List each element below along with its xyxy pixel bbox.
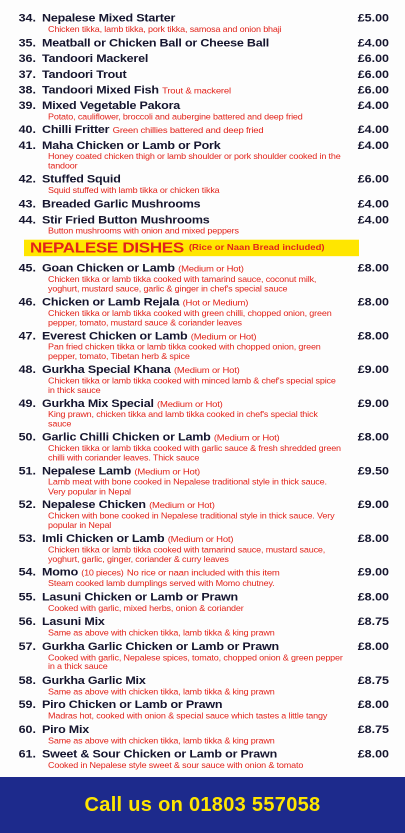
item-price: £4.00 [357, 123, 389, 136]
item-name-row [42, 124, 405, 136]
item-number: 46. [18, 295, 36, 309]
nepalese-dishes-list [0, 262, 405, 770]
item-inline-note: (Medium or Hot) [149, 501, 215, 511]
menu-item-line [0, 640, 405, 653]
menu-item-line [0, 699, 405, 712]
footer-bar [0, 777, 405, 833]
menu-item-line [0, 37, 405, 50]
item-name: Imli Chicken or Lamb [42, 532, 165, 545]
item-number: 34. [18, 12, 36, 25]
item-name: Lasuni Chicken or Lamb or Prawn [42, 590, 238, 603]
item-number: 39. [18, 99, 36, 112]
menu-item-line [0, 68, 405, 81]
item-inline-note: Trout & mackerel [162, 86, 231, 96]
item-name-row [42, 591, 405, 603]
menu-item-line [0, 198, 405, 211]
item-name: Stir Fried Button Mushrooms [42, 213, 210, 226]
item-description: Chicken tikka or lamb tikka cooked with green chilli, chopped onion, green pepper, tomato, mustard sauce & coriander leaves [48, 308, 332, 327]
item-price: £8.00 [357, 295, 389, 309]
item-price: £8.00 [357, 532, 389, 545]
item-name-row [42, 364, 405, 376]
item-inline-note: Green chillies battered and deep fried [112, 126, 264, 136]
menu-item [0, 723, 405, 745]
item-name: Mixed Vegetable Pakora [42, 99, 181, 112]
item-price: £8.00 [357, 590, 389, 603]
menu-item-line [0, 431, 405, 444]
menu-item [0, 124, 405, 137]
item-price: £4.00 [357, 213, 389, 226]
item-description: Chicken tikka or lamb tikka cooked with tamarind sauce, mustard sauce, yoghurt, garlic, ginger, coriander & curry leaves [48, 545, 326, 564]
menu-item-line [0, 262, 405, 275]
menu-item-line [0, 566, 405, 579]
item-name-row [42, 699, 405, 711]
menu-item [0, 674, 405, 696]
menu-list [0, 12, 405, 773]
item-price: £8.00 [357, 640, 389, 653]
item-number: 58. [18, 673, 36, 687]
item-number: 42. [18, 173, 36, 186]
item-name: Gurkha Garlic Mix [42, 673, 146, 687]
menu-item-line [0, 124, 405, 137]
menu-item [0, 173, 405, 195]
item-name-row [42, 173, 405, 185]
item-name: Meatball or Chicken Ball or Cheese Ball [42, 36, 269, 49]
item-name: Gurkha Mix Special [42, 397, 154, 410]
item-price: £6.00 [357, 52, 389, 65]
item-number: 37. [18, 67, 36, 80]
item-name: Breaded Garlic Mushrooms [42, 197, 201, 210]
item-name: Nepalese Mixed Starter [42, 12, 176, 25]
item-number: 57. [18, 640, 36, 653]
item-price: £8.00 [357, 329, 389, 342]
item-number: 50. [18, 431, 36, 444]
item-name: Goan Chicken or Lamb [42, 262, 175, 275]
item-name: Gurkha Garlic Chicken or Lamb or Prawn [42, 640, 279, 653]
menu-item [0, 68, 405, 81]
menu-item [0, 52, 405, 65]
menu-item [0, 615, 405, 637]
item-price: £4.00 [357, 139, 389, 152]
item-name: Momo [42, 566, 78, 579]
item-name-row [42, 615, 405, 627]
menu-item-line [0, 99, 405, 112]
starters-list [0, 12, 405, 235]
menu-item-line [0, 330, 405, 343]
item-name: Maha Chicken or Lamb or Pork [42, 139, 221, 152]
item-price: £9.00 [357, 498, 389, 511]
menu-item [0, 591, 405, 613]
item-description: Squid stuffed with lamb tikka or chicken tikka [48, 186, 220, 195]
menu-item-line [0, 296, 405, 309]
item-description: Honey coated chicken thigh or lamb shoulder or pork shoulder cooked in the tandoor [48, 152, 341, 171]
item-name: Garlic Chilli Chicken or Lamb [42, 431, 211, 444]
item-name-row [42, 566, 405, 578]
item-price: £5.00 [357, 12, 389, 25]
item-name-row [42, 748, 405, 760]
item-price: £9.00 [357, 566, 389, 579]
menu-item [0, 139, 405, 170]
item-name-row [42, 68, 405, 80]
menu-item [0, 499, 405, 530]
item-name-row [42, 431, 405, 443]
item-number: 51. [18, 464, 36, 477]
item-number: 41. [18, 139, 36, 152]
item-name: Tandoori Mixed Fish [42, 83, 159, 96]
menu-item-line [0, 748, 405, 761]
item-name: Chilli Fritter [42, 123, 110, 136]
item-number: 47. [18, 329, 36, 342]
item-price: £6.00 [357, 173, 389, 186]
item-price: £9.00 [357, 397, 389, 410]
item-inline-note: No rice or naan included with this item [126, 568, 280, 579]
item-name-row [42, 213, 405, 225]
item-name: Tandoori Trout [42, 67, 127, 80]
item-name-row [42, 674, 405, 686]
item-number: 54. [18, 566, 36, 579]
item-description: Chicken tikka or lamb tikka cooked with tamarind sauce, coconut milk, yoghurt, mustard sauce, garlic & ginger in chef's special sauce [48, 275, 317, 293]
item-name-row [42, 52, 405, 64]
item-price: £8.75 [357, 673, 389, 687]
item-name-row [42, 139, 405, 151]
item-inline-note: (Medium or Hot) [190, 332, 257, 342]
item-name: Nepalese Chicken [42, 498, 146, 511]
menu-item-line [0, 173, 405, 186]
menu-item [0, 262, 405, 293]
item-number: 59. [18, 698, 36, 711]
menu-item [0, 699, 405, 721]
item-inline-note: (Hot or Medium) [182, 298, 249, 309]
item-name: Gurkha Special Khana [42, 363, 171, 376]
item-price: £4.00 [357, 36, 389, 49]
menu-item [0, 640, 405, 671]
menu-item [0, 83, 405, 96]
menu-item-line [0, 83, 405, 96]
item-description: King prawn, chicken tikka and lamb tikka cooked in chef's special thick sauce [48, 410, 318, 429]
item-number: 43. [18, 197, 36, 210]
item-name-row [42, 296, 405, 308]
phone-number[interactable]: Call us on 01803 557058 [84, 793, 321, 816]
menu-item-line [0, 615, 405, 628]
menu-item-line [0, 499, 405, 512]
item-price: £8.75 [357, 615, 389, 628]
menu-item [0, 296, 405, 327]
section-note: (Rice or Naan Bread included) [188, 243, 325, 253]
item-number: 40. [18, 123, 36, 136]
menu-item [0, 397, 405, 428]
section-title: NEPALESE DISHES [30, 239, 184, 256]
item-name: Piro Chicken or Lamb or Prawn [42, 698, 223, 711]
item-number: 53. [18, 532, 36, 545]
item-inline-note: (Medium or Hot) [178, 264, 244, 275]
item-price: £8.00 [357, 262, 389, 275]
item-name-row [42, 465, 405, 477]
item-inline-note: (Medium or Hot) [173, 366, 240, 376]
menu-item-line [0, 674, 405, 687]
item-inline-note: (Medium or Hot) [134, 467, 201, 477]
item-name: Tandoori Mackerel [42, 52, 149, 65]
item-name-row [42, 499, 405, 511]
item-inline-note: (Medium or Hot) [213, 433, 280, 444]
item-number: 48. [18, 363, 36, 376]
item-description: Pan fried chicken tikka or lamb tikka cooked with chopped onion, green pepper, tomato, Tibetan herb & spice [48, 342, 321, 361]
item-price: £6.00 [357, 67, 389, 80]
menu-item [0, 330, 405, 361]
item-name: Stuffed Squid [42, 173, 121, 186]
item-number: 56. [18, 615, 36, 628]
item-inline-note: (Medium or Hot) [167, 534, 234, 545]
item-description: Lamb meat with bone cooked in Nepalese traditional style in thick sauce. Very popular in Nepal [48, 477, 327, 496]
item-name-row [42, 262, 405, 274]
menu-item-line [0, 397, 405, 410]
item-inline-note: (Medium or Hot) [157, 399, 223, 410]
menu-item-line [0, 364, 405, 377]
menu-item [0, 37, 405, 50]
item-price: £4.00 [357, 197, 389, 210]
menu-item-line [0, 465, 405, 478]
menu-item [0, 532, 405, 563]
item-description: Same as above with chicken tikka, lamb tikka & king prawn [48, 628, 275, 638]
menu-item-line [0, 591, 405, 604]
menu-item [0, 748, 405, 770]
item-description: Same as above with chicken tikka, lamb tikka & king prawn [48, 736, 275, 745]
item-price: £4.00 [357, 99, 389, 112]
item-number: 61. [18, 747, 36, 761]
item-description: Cooked with garlic, Nepalese spices, tomato, chopped onion & green pepper in a thick sauce [48, 653, 343, 671]
menu-item [0, 364, 405, 395]
item-description: Button mushrooms with onion and mixed peppers [48, 226, 239, 235]
menu-item [0, 465, 405, 496]
item-number: 35. [18, 36, 36, 49]
item-name: Nepalese Lamb [42, 464, 132, 477]
item-description: Cooked with garlic, mixed herbs, onion & coriander [48, 603, 244, 613]
menu-item [0, 99, 405, 121]
section-header [24, 240, 359, 256]
item-price: £9.50 [357, 464, 389, 477]
item-price: £8.00 [357, 747, 389, 761]
menu-item [0, 566, 405, 588]
item-name: Chicken or Lamb Rejala [42, 295, 180, 309]
menu-item-line [0, 532, 405, 545]
menu-item [0, 213, 405, 235]
item-name: Lasuni Mix [42, 615, 105, 628]
item-name-row [42, 12, 405, 24]
item-number: 36. [18, 52, 36, 65]
item-number: 49. [18, 397, 36, 410]
item-number: 52. [18, 498, 36, 511]
item-number: 44. [18, 213, 36, 226]
menu-item-line [0, 52, 405, 65]
menu-item-line [0, 213, 405, 226]
item-name-row [42, 83, 405, 95]
item-description: Chicken tikka or lamb tikka cooked with garlic sauce & fresh shredded green chilli with coriander leaves. Thick sauce [48, 444, 341, 462]
menu-item-line [0, 723, 405, 736]
item-price: £8.00 [357, 698, 389, 711]
item-name-row [42, 330, 405, 342]
item-description: Madras hot, cooked with onion & special sauce which tastes a little tangy [48, 711, 328, 721]
item-number: 60. [18, 723, 36, 736]
menu-item [0, 198, 405, 211]
item-price: £6.00 [357, 83, 389, 96]
item-name-row [42, 37, 405, 49]
item-price: £9.00 [357, 363, 389, 376]
item-description: Chicken tikka, lamb tikka, pork tikka, samosa and onion bhaji [48, 24, 282, 34]
item-portion-note: (10 pieces) [81, 568, 124, 578]
menu-item-line [0, 139, 405, 152]
item-name: Everest Chicken or Lamb [42, 329, 188, 342]
item-name-row [42, 723, 405, 735]
item-number: 45. [18, 262, 36, 275]
menu-item [0, 12, 405, 34]
item-description: Steam cooked lamb dumplings served with Momo chutney. [48, 579, 275, 588]
item-number: 38. [18, 83, 36, 96]
menu-item [0, 431, 405, 462]
item-name: Sweet & Sour Chicken or Lamb or Prawn [42, 747, 278, 761]
item-description: Cooked in Nepalese style sweet & sour sauce with onion & tomato [48, 760, 304, 770]
item-name-row [42, 640, 405, 652]
item-number: 55. [18, 590, 36, 603]
item-name: Piro Mix [42, 723, 90, 736]
item-description: Potato, cauliflower, broccoli and aubergine battered and deep fried [48, 111, 303, 121]
item-name-row [42, 532, 405, 544]
item-price: £8.00 [357, 431, 389, 444]
item-name-row [42, 99, 405, 111]
item-name-row [42, 397, 405, 409]
item-description: Same as above with chicken tikka, lamb tikka & king prawn [48, 686, 275, 696]
menu-item-line [0, 12, 405, 25]
item-description: Chicken tikka or lamb tikka cooked with minced lamb & chef's special spice in thick sauce [48, 376, 336, 395]
item-price: £8.75 [357, 723, 389, 736]
item-name-row [42, 198, 405, 210]
item-description: Chicken with bone cooked in Nepalese traditional style in thick sauce. Very popular in Nepal [48, 511, 335, 530]
